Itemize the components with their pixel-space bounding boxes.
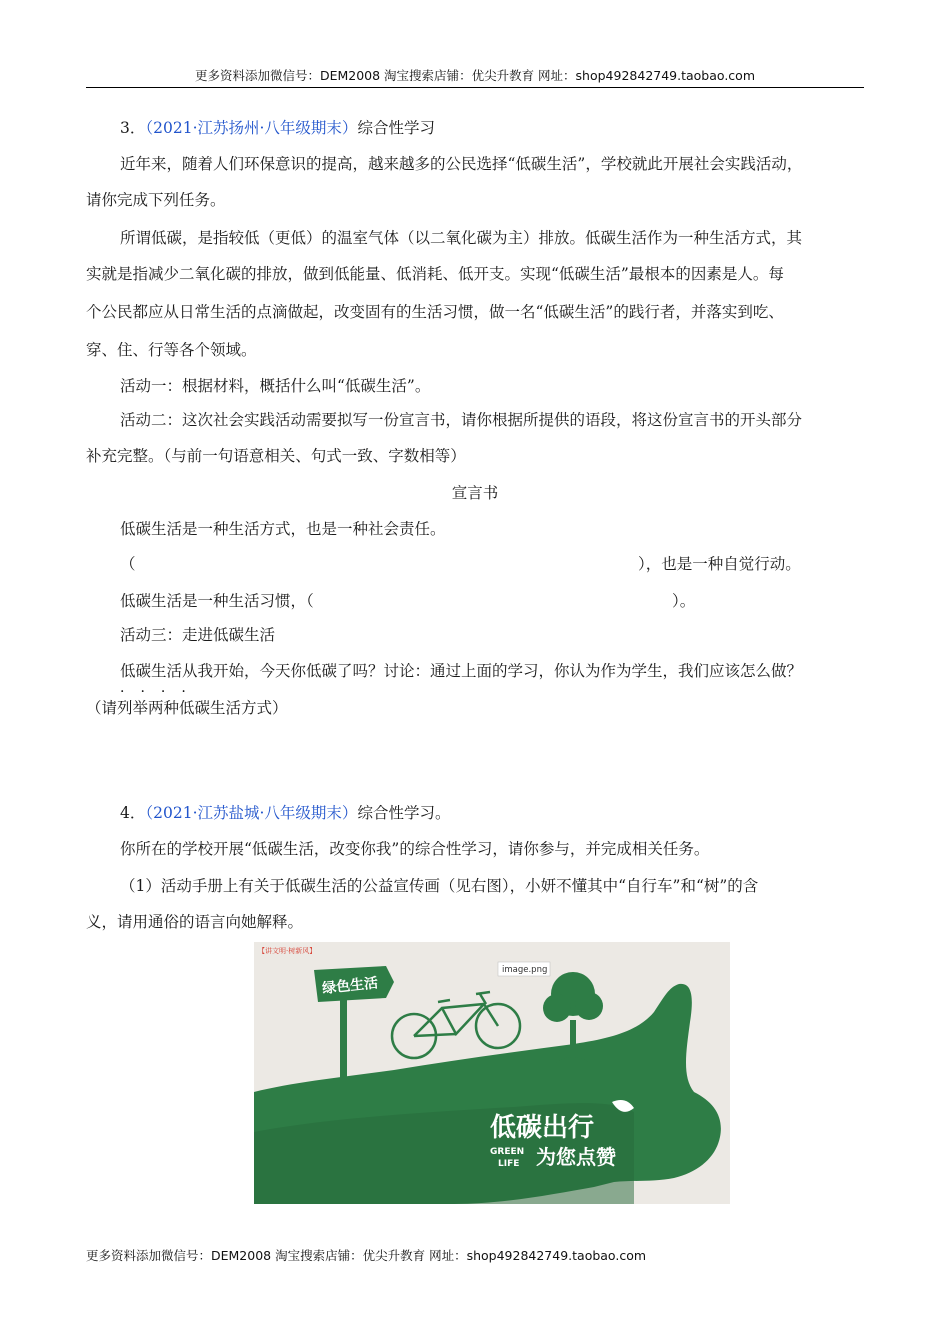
q4-type: 综合性学习。 (357, 804, 451, 822)
slogan-en-1: GREEN (490, 1147, 525, 1157)
page-footer: 更多资料添加微信号：DEM2008 淘宝搜索店铺：优尖升教育 网址：shop492842749.taobao.com (86, 1248, 647, 1263)
q3-intro-2: 请你完成下列任务。 (86, 191, 226, 209)
q4-heading (120, 802, 898, 824)
q3-source: （2021·江苏扬州·八年级期末） (145, 119, 358, 137)
declaration-line-3-close: ）。 (672, 592, 696, 610)
q4-task-1-line2: 义，请用通俗的语言向她解释。 (86, 913, 304, 931)
q3-type: 综合性学习 (357, 119, 435, 137)
tree-trunk (570, 1020, 576, 1062)
declaration-title: 宣言书 (451, 484, 499, 502)
q3-activity-3: 活动三：走进低碳生活 (120, 626, 276, 644)
q3-activity-2-line2: 补充完整。（与前一句语意相关、句式一致、字数相等） (86, 447, 466, 465)
q3-material-1: 所谓低碳，是指较低（更低）的温室气体（以二氧化碳为主）排放。低碳生活作为一种生活方式，其 (120, 229, 803, 247)
sign-text: 绿色生活 (321, 975, 379, 998)
page-header: 更多资料添加微信号：DEM2008 淘宝搜索店铺：优尖升教育 网址：shop492842749.taobao.com (194, 68, 756, 83)
slogan-sub: 为您点赞 (536, 1145, 616, 1169)
q3-activity-1: 活动一：根据材料，概括什么叫“低碳生活”。 (120, 377, 431, 395)
slogan-en-2: LIFE (498, 1159, 520, 1169)
q3-material-2: 实就是指减少二氧化碳的排放，做到低能量、低消耗、低开支。实现“低碳生活”最根本的因素是人。每 (86, 265, 784, 283)
declaration-line-1: 低碳生活是一种生活方式，也是一种社会责任。 (120, 520, 446, 538)
q3-material-3: 个公民都应从日常生活的点滴做起，改变固有的生活习惯，做一名“低碳生活”的践行者，并落实到吃、 (86, 303, 784, 321)
poster-corner-tag: 【讲文明·树新风】 (258, 947, 317, 955)
q3-intro-1: 近年来，随着人们环保意识的提高，越来越多的公民选择“低碳生活”，学校就此开展社会实践活动， (120, 155, 803, 173)
slogan-main: 低碳出行 (490, 1113, 595, 1143)
signpost-pole (340, 997, 347, 1087)
q4-source: （2021·江苏盐城·八年级期末） (145, 804, 358, 822)
q3-number: 3． (120, 119, 146, 137)
q4-task-1-line1: （1）活动手册上有关于低碳生活的公益宣传画（见右图），小妍不懂其中“自行车”和“树”的含 (120, 877, 759, 895)
emphasis-dots: ···· (120, 684, 202, 700)
q3-activity-3-question: 低碳生活从我开始，今天你低碳了吗？讨论：通过上面的学习，你认为作为学生，我们应该怎么做？ (120, 662, 803, 680)
q4-number: 4． (120, 804, 146, 822)
declaration-line-2-open: （ (120, 555, 136, 573)
declaration-line-3-prefix: 低碳生活是一种生活习惯，（ (120, 592, 314, 610)
low-carbon-poster (254, 942, 730, 1204)
image-label: image.png (502, 965, 548, 975)
header-rule (86, 87, 864, 88)
q3-heading (120, 117, 898, 139)
q4-intro: 你所在的学校开展“低碳生活，改变你我”的综合性学习，请你参与，并完成相关任务。 (120, 840, 710, 858)
q3-activity-2-line1: 活动二：这次社会实践活动需要拟写一份宣言书，请你根据所提供的语段，将这份宣言书的开头部分 (120, 411, 803, 429)
q3-activity-3-note: （请列举两种低碳生活方式） (86, 699, 288, 717)
declaration-line-2-close: ），也是一种自觉行动。 (638, 555, 801, 573)
q3-material-4: 穿、住、行等各个领域。 (86, 341, 257, 359)
